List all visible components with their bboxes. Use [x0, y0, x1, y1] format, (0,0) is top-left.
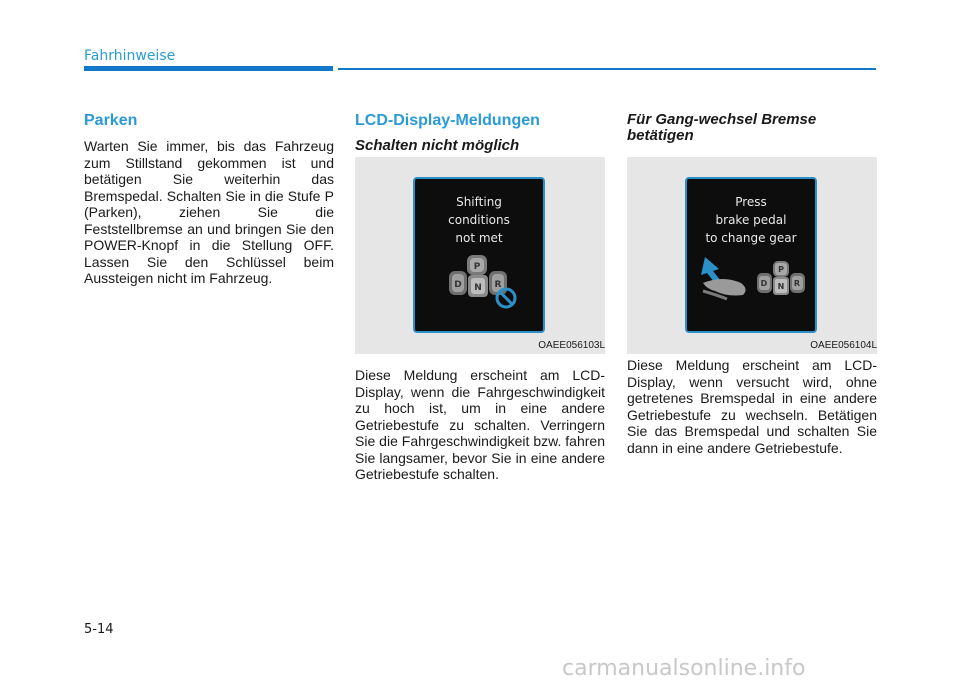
figure-shifting-not-possible: [355, 157, 605, 354]
gear-button-n: [773, 277, 789, 295]
arrow-down-icon: [701, 257, 721, 283]
parken-body: Warten Sie immer, bis das Fahrzeug zum Stillstand gekommen ist und betätigen Sie weiterhin das Bremspedal. Schalten Sie in die Stufe P (Parken), ziehen Sie die Feststellbremse an und bringen Sie den POWER-Knopf in die Stellung OFF. Lassen Sie den Schlüssel beim Aussteigen nicht im Fahrzeug.: [84, 138, 334, 286]
gear-button-d: [757, 273, 772, 293]
column-brake: [627, 112, 877, 144]
section-header-title: Fahrhinweise: [84, 48, 176, 64]
gear-button-p: [773, 261, 789, 277]
svg-text:D: D: [760, 279, 768, 288]
svg-text:R: R: [793, 279, 801, 288]
brake-body-container: [627, 357, 877, 456]
lcd-title: LCD-Display-Meldungen: [355, 112, 540, 129]
svg-text:N: N: [777, 282, 785, 291]
figure-code: OAEE056103L: [538, 340, 605, 351]
svg-text:R: R: [494, 280, 502, 290]
lcd-body: Diese Meldung erscheint am LCD-Display, wenn die Fahrgeschwindigkeit zu hoch ist, um in eine andere Getriebestufe zu schalten. Verringern Sie die Fahrgeschwindigkeit bzw. fahren Sie langsamer, bevor Sie in eine andere Getriebestufe schalten.: [355, 367, 605, 482]
svg-text:N: N: [474, 283, 482, 293]
gear-button-p: [467, 255, 487, 275]
page-number: 5-14: [84, 622, 114, 637]
lcd-body-container: [355, 367, 605, 483]
gear-button-n: [468, 275, 488, 297]
column-lcd: [355, 112, 605, 154]
figure-code: OAEE056104L: [810, 340, 877, 351]
brake-pedal-graphic: [687, 179, 815, 331]
gear-buttons-graphic: [415, 179, 543, 331]
lcd-screen: [413, 177, 545, 333]
gear-button-r: [790, 273, 805, 293]
brake-title-line2: betätigen: [627, 127, 694, 144]
header-rule-thin: [338, 68, 876, 70]
lcd-subtitle: Schalten nicht möglich: [355, 137, 520, 154]
figure-press-brake: [627, 157, 877, 354]
parken-title: Parken: [84, 112, 138, 129]
brake-title-line1: Für Gang-wechsel Bremse: [627, 111, 817, 128]
lcd-message: Press brake pedal to change gear: [705, 195, 797, 245]
svg-text:P: P: [778, 265, 784, 274]
header-rule-thick: [84, 66, 333, 71]
lcd-screen: [685, 177, 817, 333]
svg-text:D: D: [454, 280, 462, 290]
foot-icon: [703, 279, 746, 299]
gear-button-d: [449, 271, 467, 295]
lcd-message: Shifting conditions not met: [448, 195, 510, 245]
brake-body: Diese Meldung erscheint am LCD-Display, wenn versucht wird, ohne getretenes Bremspedal in eine andere Getriebestufe zu wechseln. Betätigen Sie das Bremspedal und schalten Sie dann in eine andere Getriebestufe.: [627, 357, 877, 456]
column-parken: [84, 112, 334, 287]
svg-text:P: P: [473, 262, 481, 272]
watermark: carmanualsonline.info: [562, 656, 806, 681]
